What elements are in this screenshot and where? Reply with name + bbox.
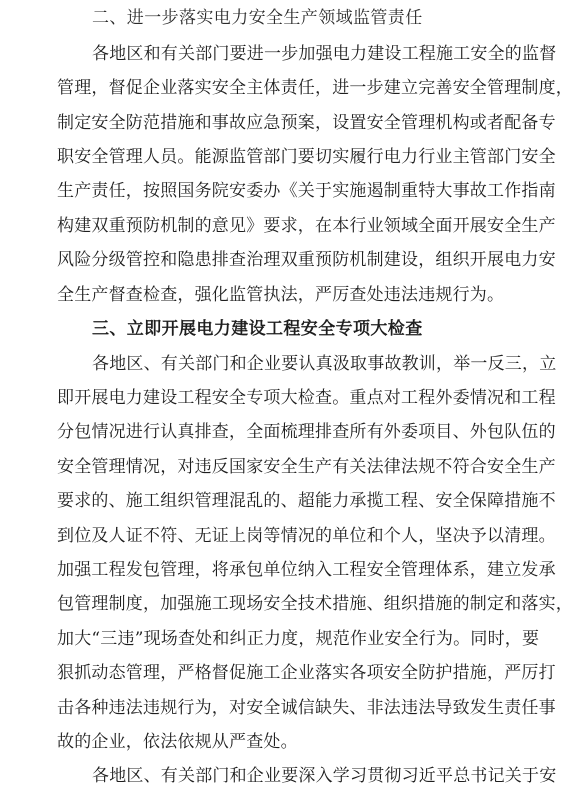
paragraph-line: 管理，督促企业落实安全主体责任，进一步建立完善安全管理制度， [57,78,573,98]
paragraph-line: 各地区、有关部门和企业要深入学习贯彻习近平总书记关于安 [92,766,557,786]
paragraph-line: 安全管理情况，对违反国家安全生产有关法律法规不符合安全生产 [57,457,556,477]
paragraph-line: 构建双重预防机制的意见》要求，在本行业领域全面开展安全生产 [57,216,556,236]
paragraph-line: 到位及人证不符、无证上岗等情况的单位和个人，坚决予以清理。 [57,526,556,546]
paragraph-line: 分包情况进行认真排查，全面梳理排查所有外委项目、外包队伍的 [57,422,556,442]
paragraph-line: 全生产督查检查，强化监管执法，严厉查处违法违规行为。 [57,285,505,305]
paragraph-line: 各地区和有关部门要进一步加强电力建设工程施工安全的监督 [92,44,557,64]
section-heading-3: 三、立即开展电力建设工程安全专项大检查 [92,319,423,339]
paragraph-line: 加强工程发包管理，将承包单位纳入工程安全管理体系，建立发承 [57,560,556,580]
paragraph-line: 制定安全防范措施和事故应急预案，设置安全管理机构或者配备专 [57,113,556,133]
paragraph-line: 击各种违法违规行为，对安全诚信缺失、非法违法导致发生责任事 [57,698,556,718]
section-heading-2: 二、进一步落实电力安全生产领域监管责任 [92,8,423,28]
paragraph-line: 加大“三违”现场查处和纠正力度，规范作业安全行为。同时，要 [57,629,540,649]
paragraph-line: 故的企业，依法依规从严查处。 [57,732,298,752]
paragraph-line: 即开展电力建设工程安全专项大检查。重点对工程外委情况和工程 [57,388,556,408]
paragraph-line: 风险分级管控和隐患排查治理双重预防机制建设，组织开展电力安 [57,250,556,270]
paragraph-line: 各地区、有关部门和企业要认真汲取事故教训，举一反三，立 [92,354,557,374]
paragraph-line: 狠抓动态管理，严格督促施工企业落实各项安全防护措施，严厉打 [57,663,556,683]
paragraph-line: 生产责任，按照国务院安委办《关于实施遏制重特大事故工作指南 [57,181,556,201]
paragraph-line: 要求的、施工组织管理混乱的、超能力承揽工程、安全保障措施不 [57,491,556,511]
paragraph-line: 职安全管理人员。能源监管部门要切实履行电力行业主管部门安全 [57,147,556,167]
paragraph-line: 包管理制度，加强施工现场安全技术措施、组织措施的制定和落实， [57,594,573,614]
